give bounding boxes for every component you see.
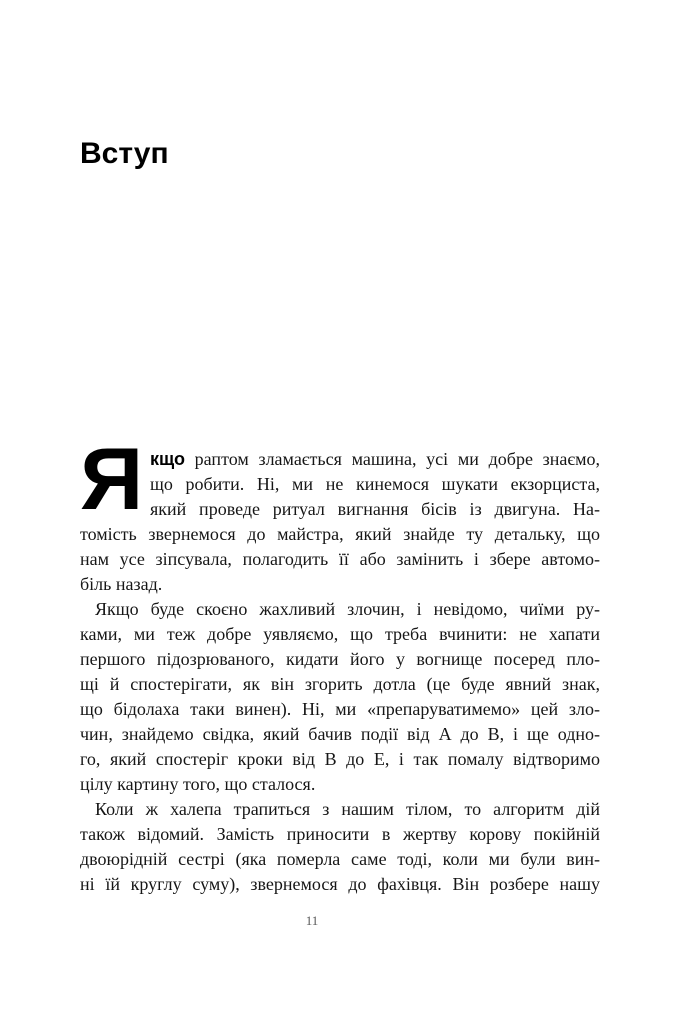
text-line: першого підозрюваного, кидати його у вогнище посеред пло- xyxy=(80,649,600,669)
text-line: Якщо буде скоєно жахливий злочин, і невідомо, чиїми ру- xyxy=(95,599,600,619)
text-line xyxy=(80,447,600,472)
chapter-title: Вступ xyxy=(80,137,169,170)
text-line-rest: раптом зламається машина, усі ми добре знаємо, xyxy=(184,449,600,469)
dropcap-letter: Я xyxy=(80,429,144,528)
text-line: го, який спостеріг кроки від В до Е, і так помалу відтворимо xyxy=(80,749,600,769)
text-line: також відомий. Замість приносити в жертву корову покійній xyxy=(80,824,600,844)
text-line: чин, знайдемо свідка, який бачив події від А до В, і ще одно- xyxy=(80,724,600,744)
body-text-block xyxy=(80,429,600,897)
text-line: цілу картину того, що сталося. xyxy=(80,774,316,794)
text-line: ками, ми теж добре уявляємо, що треба вчинити: не хапати xyxy=(80,624,600,644)
text-line: який проведе ритуал вигнання бісів із двигуна. На- xyxy=(150,499,600,519)
text-line: що робити. Ні, ми не кинемося шукати екзорциста, xyxy=(150,474,600,494)
text-line: двоюрідній сестрі (яка померла саме тоді, коли ми були вин- xyxy=(80,849,600,869)
text-line: щі й спостерігати, як він згорить дотла (це буде явний знак, xyxy=(80,674,600,694)
text-line: нам усе зіпсувала, полагодить її або замінить і збере автомо- xyxy=(80,549,600,569)
text-line: біль назад. xyxy=(80,574,163,594)
text-line: ні їй круглу суму), звернемося до фахівця. Він розбере нашу xyxy=(80,874,600,894)
lead-word: кщо xyxy=(150,449,185,469)
text-line: томість звернемося до майстра, який знайде ту детальку, що xyxy=(80,524,600,544)
page-number: 11 xyxy=(305,913,319,928)
text-line: Коли ж халепа трапиться з нашим тілом, то алгоритм дій xyxy=(95,799,600,819)
text-line: що бідолаха таки винен). Ні, ми «препаруватимемо» цей зло- xyxy=(80,699,600,719)
